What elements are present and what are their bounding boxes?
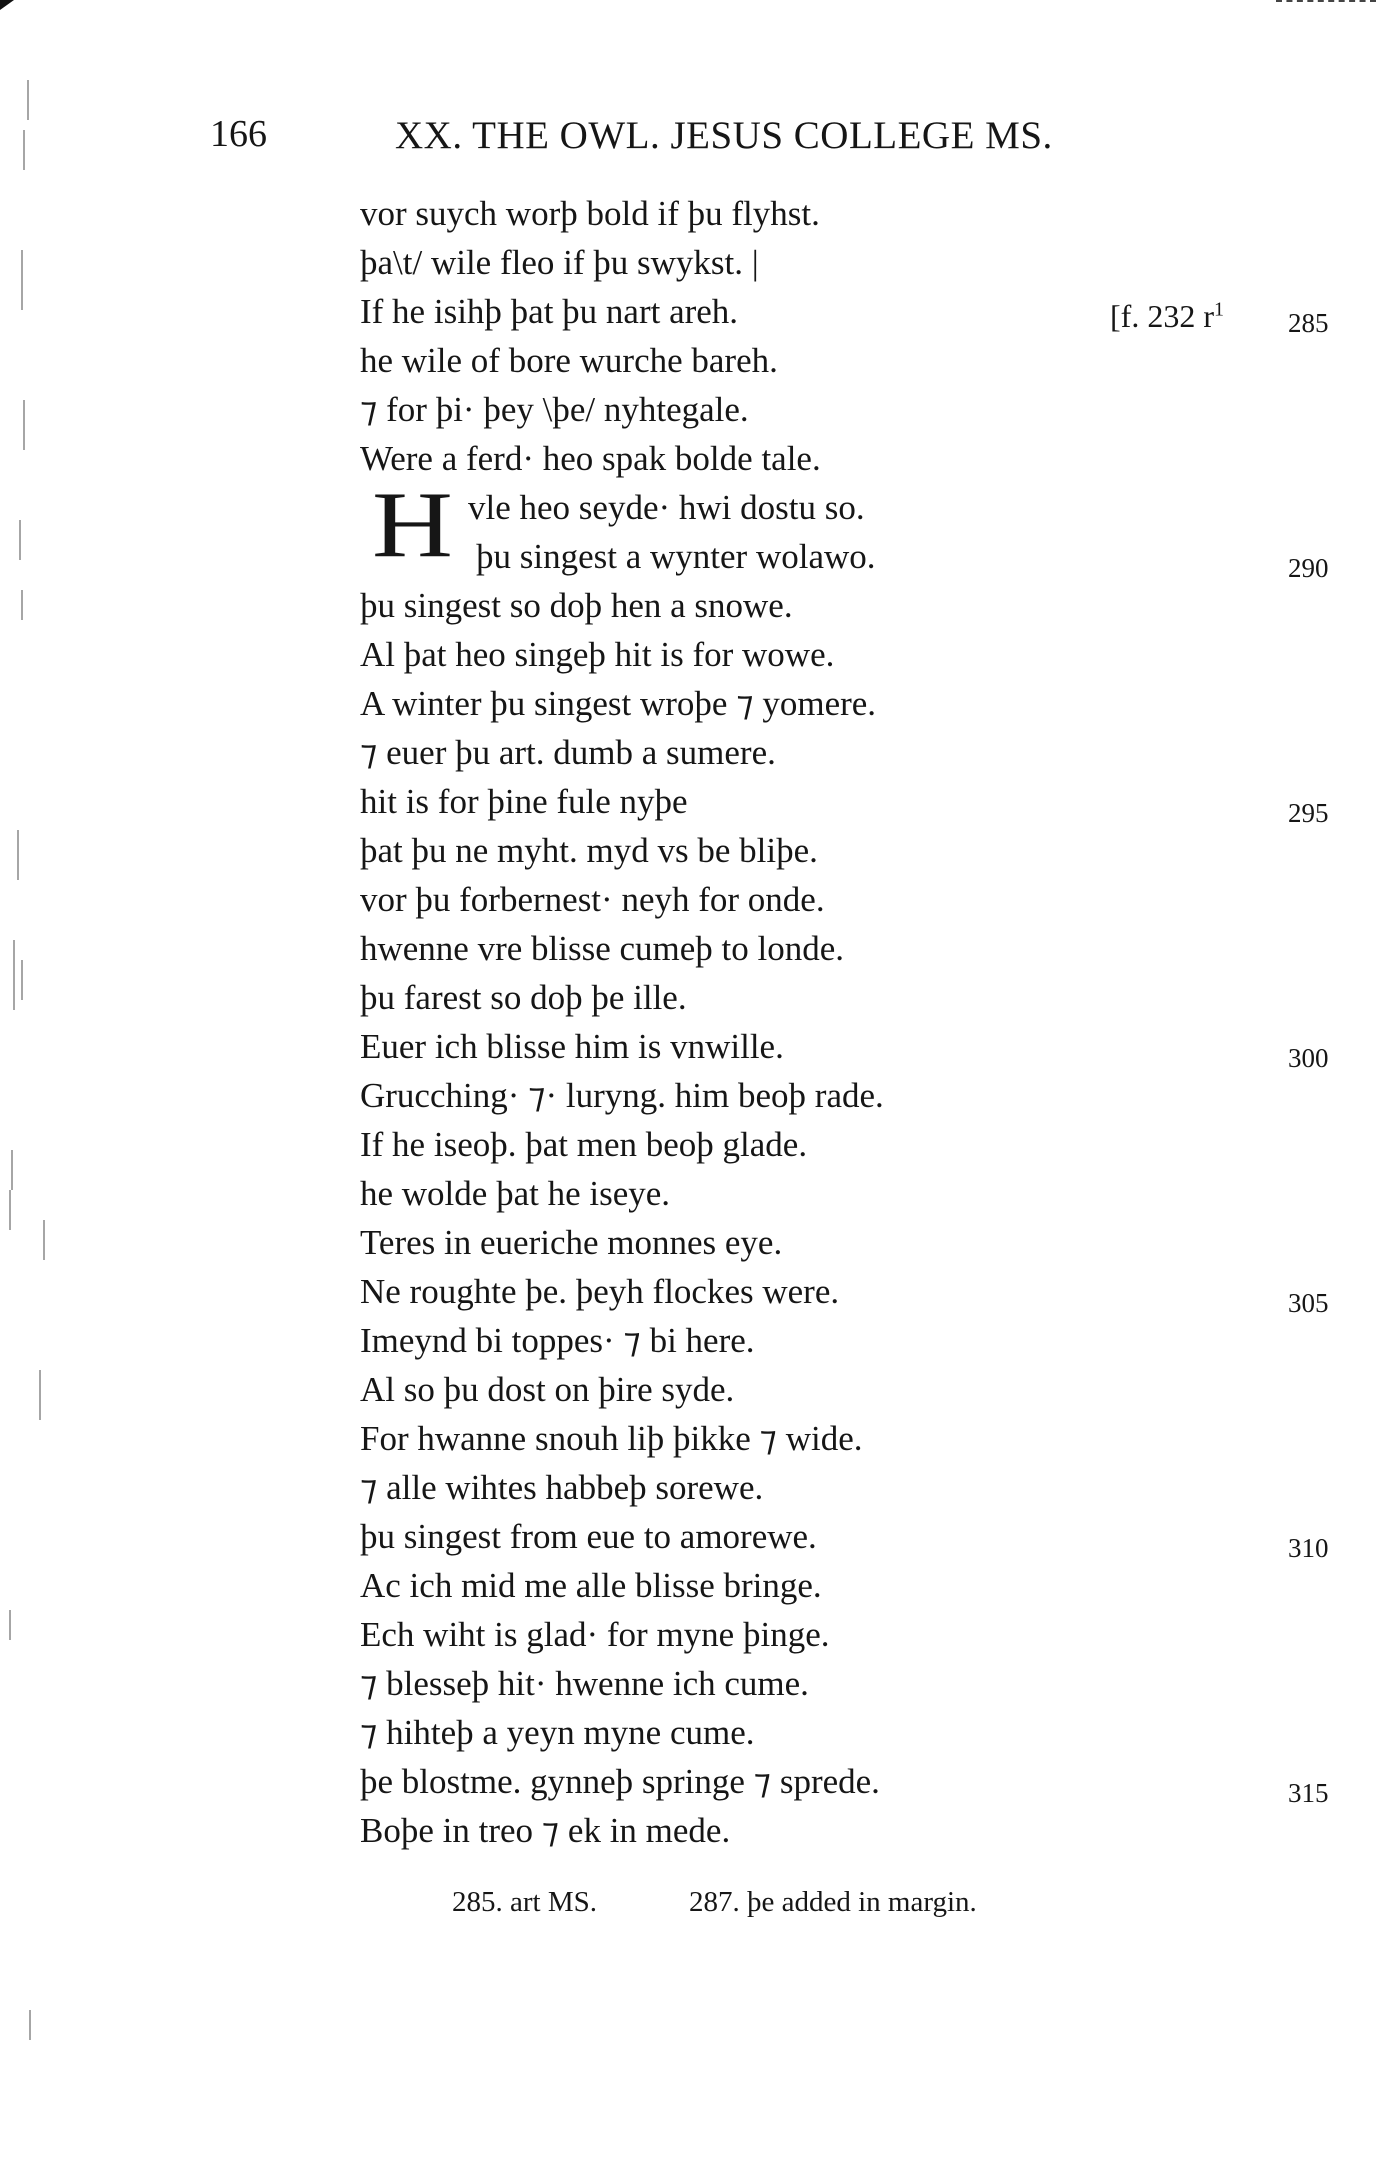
verse-line: Ne roughte þe. þeyh flockes were. bbox=[360, 1272, 840, 1311]
verse-line: Imeynd bi toppes· ⁊ bi here. bbox=[360, 1321, 755, 1360]
verse-line: ⁊ alle wihtes habbeþ sorewe. bbox=[360, 1468, 764, 1507]
line-number: 290 bbox=[1288, 553, 1329, 583]
verse-line: he wile of bore wurche bareh. bbox=[360, 341, 778, 380]
folio-text: [f. 232 r bbox=[1110, 298, 1214, 334]
verse-line: þu singest a wynter wolawo. bbox=[476, 537, 876, 576]
verse-line: ⁊ hihteþ a yeyn myne cume. bbox=[360, 1713, 755, 1752]
verse-line: Ech wiht is glad· for myne þinge. bbox=[360, 1615, 830, 1654]
verse-line: If he iseoþ. þat men beoþ glade. bbox=[360, 1125, 808, 1164]
footnotes bbox=[452, 1886, 977, 1919]
verse-line: þu singest so doþ hen a snowe. bbox=[360, 586, 793, 625]
verse-line: þe blostme. gynneþ springe ⁊ sprede. bbox=[360, 1762, 880, 1801]
line-number: 310 bbox=[1288, 1533, 1329, 1563]
verse-line: Al so þu dost on þire syde. bbox=[360, 1370, 735, 1409]
verse-line: þa\t/ wile fleo if þu swykst. | bbox=[360, 243, 759, 282]
line-number: 295 bbox=[1288, 798, 1329, 828]
verse-line: For hwanne snouh liþ þikke ⁊ wide. bbox=[360, 1419, 863, 1458]
verse-line: Boþe in treo ⁊ ek in mede. bbox=[360, 1811, 731, 1850]
verse-line: hwenne vre blisse cumeþ to londe. bbox=[360, 929, 845, 968]
scan-margin-specks bbox=[0, 0, 60, 2184]
verse-line: Al þat heo singeþ hit is for wowe. bbox=[360, 635, 835, 674]
page-number: 166 bbox=[210, 113, 267, 155]
verse-line: Grucching· ⁊· luryng. him beoþ rade. bbox=[360, 1076, 884, 1115]
verse-line: þat þu ne myht. myd vs be bliþe. bbox=[360, 831, 818, 870]
verse-line: vor þu forbernest· neyh for onde. bbox=[360, 880, 825, 919]
line-number: 305 bbox=[1288, 1288, 1329, 1318]
verse-line: ⁊ euer þu art. dumb a sumere. bbox=[360, 733, 776, 772]
folio-superscript: 1 bbox=[1213, 298, 1224, 321]
line-number: 285 bbox=[1288, 308, 1329, 338]
scan-edge-rule bbox=[1276, 0, 1376, 4]
line-number: 315 bbox=[1288, 1778, 1329, 1808]
verse-line: he wolde þat he iseye. bbox=[360, 1174, 671, 1213]
verse-line: vle heo seyde· hwi dostu so. bbox=[468, 488, 865, 527]
verse-line: vor suych worþ bold if þu flyhst. bbox=[360, 194, 820, 233]
verse-line: hit is for þine fule nyþe bbox=[360, 782, 688, 821]
folio-reference bbox=[1110, 298, 1224, 335]
footnote-285: 285. art MS. bbox=[452, 1886, 597, 1918]
verse-line: Were a ferd· heo spak bolde tale. bbox=[360, 439, 821, 478]
drop-cap-initial: H bbox=[372, 472, 453, 578]
verse-line: ⁊ blesseþ hit· hwenne ich cume. bbox=[360, 1664, 809, 1703]
footnote-287: 287. þe added in margin. bbox=[689, 1886, 977, 1918]
verse-line: þu farest so doþ þe ille. bbox=[360, 978, 687, 1017]
verse-line: If he isihþ þat þu nart areh. bbox=[360, 292, 739, 331]
verse-line: Ac ich mid me alle blisse bringe. bbox=[360, 1566, 822, 1605]
verse-line: A winter þu singest wroþe ⁊ yomere. bbox=[360, 684, 877, 723]
verse-line: ⁊ for þi· þey \þe/ nyhtegale. bbox=[360, 390, 749, 429]
verse-line: Euer ich blisse him is vnwille. bbox=[360, 1027, 784, 1066]
verse-line: Teres in eueriche monnes eye. bbox=[360, 1223, 783, 1262]
line-number: 300 bbox=[1288, 1043, 1329, 1073]
running-title: XX. THE OWL. JESUS COLLEGE MS. bbox=[395, 114, 1053, 157]
verse-line: þu singest from eue to amorewe. bbox=[360, 1517, 817, 1556]
